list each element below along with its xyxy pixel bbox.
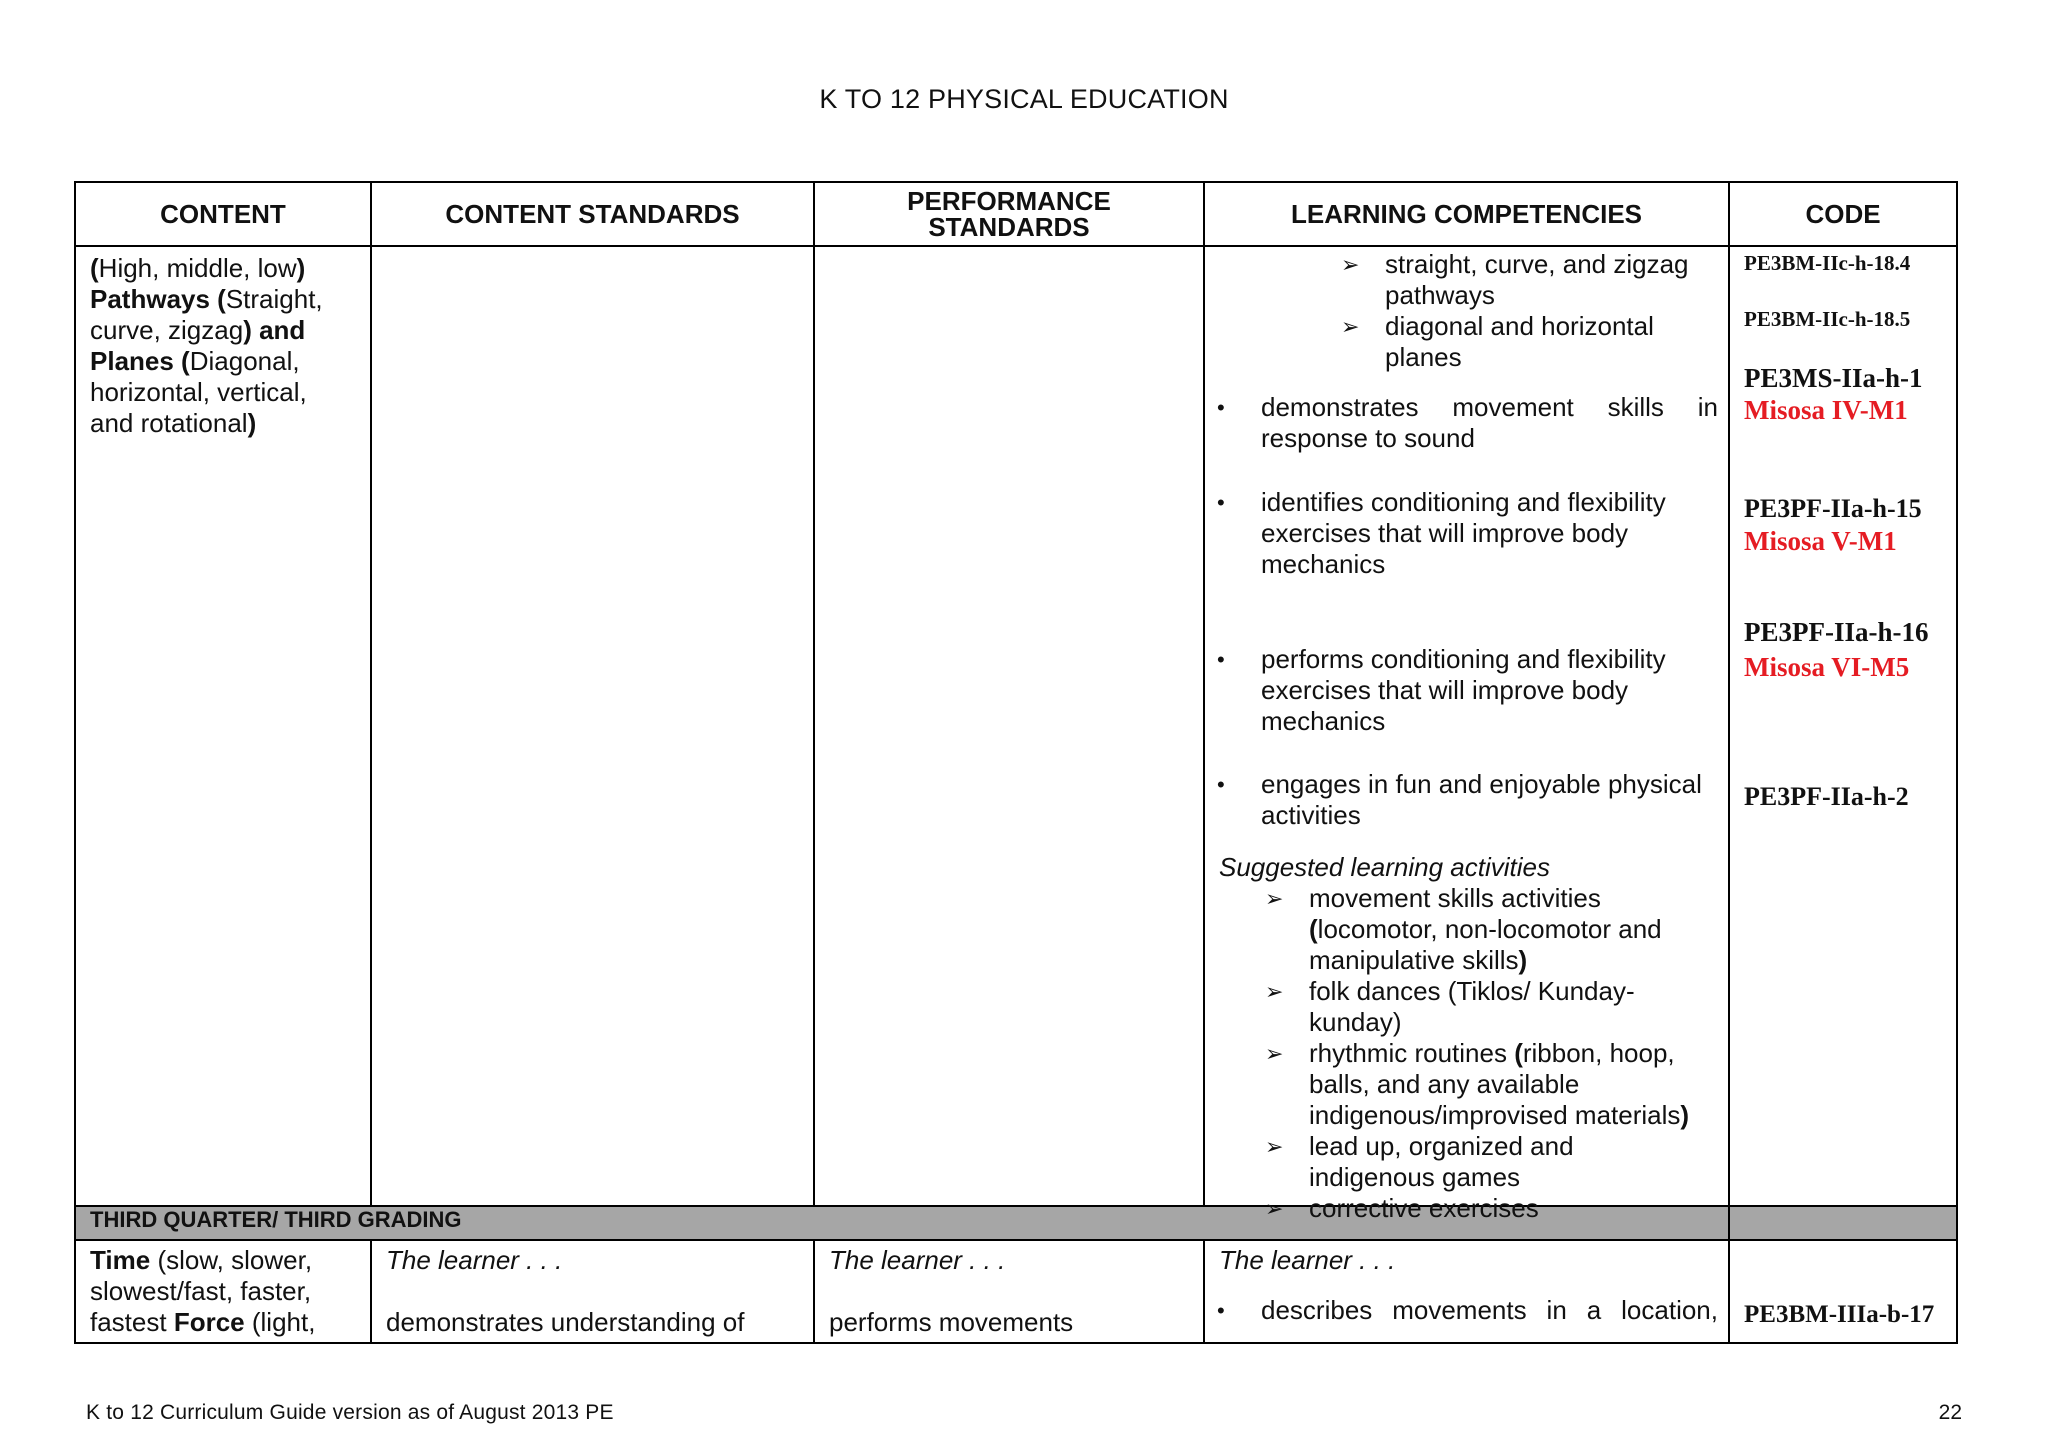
- header-row: [75, 182, 1957, 246]
- standard-text: demonstrates understanding of: [386, 1307, 745, 1337]
- list-item-text: indigenous/improvised materials: [1309, 1100, 1681, 1130]
- content-standards-cell: [371, 1240, 814, 1343]
- content-text-fragment: (light,: [244, 1307, 316, 1337]
- list-item-text: corrective exercises: [1309, 1193, 1539, 1223]
- content-text: [76, 247, 370, 445]
- competency-code: PE3BM-IIc-h-18.5: [1744, 307, 1911, 331]
- content-text-fragment: (: [90, 253, 99, 283]
- list-item: [1265, 1193, 1705, 1223]
- list-item-text: straight, curve, and zigzag: [1385, 249, 1689, 279]
- table-row: [75, 1240, 1957, 1343]
- table-row: [75, 246, 1957, 1206]
- list-item-text: locomotor, non-locomotor and: [1317, 914, 1662, 944]
- module-reference: Misosa VI-M5: [1744, 652, 1910, 682]
- content-text-fragment: ) and: [243, 315, 306, 345]
- content-text-fragment: Planes (: [90, 346, 190, 376]
- content-text-line: horizontal, vertical,: [90, 377, 307, 407]
- competency-code: PE3PF-IIa-h-2: [1744, 782, 1909, 811]
- list-item-text: activities: [1261, 800, 1361, 830]
- learner-prefix: The learner . . .: [386, 1245, 563, 1275]
- list-item-text: (: [1514, 1038, 1523, 1068]
- list-item-text: engages in fun and enjoyable physical: [1261, 769, 1702, 799]
- content-text-fragment: Straight,: [225, 284, 323, 314]
- content-text-fragment: and rotational: [90, 408, 248, 438]
- content-standards-cell: [371, 246, 814, 1206]
- content-text-fragment: fastest: [90, 1307, 174, 1337]
- content-cell: [75, 246, 371, 1206]
- arrow-bullet-icon: ➢: [1265, 1196, 1284, 1221]
- list-item-text: lead up, organized and: [1309, 1131, 1574, 1161]
- content-text-fragment: High, middle, low: [98, 253, 297, 283]
- list-item-text: indigenous games: [1309, 1162, 1521, 1192]
- learner-prefix: The learner . . .: [829, 1245, 1006, 1275]
- content-text-fragment: ): [296, 253, 306, 283]
- list-item-text: balls, and any available: [1309, 1069, 1580, 1099]
- content-text-fragment: Time: [90, 1245, 151, 1275]
- list-item-text: ): [1680, 1100, 1690, 1130]
- list-item-text: ribbon, hoop,: [1522, 1038, 1675, 1068]
- content-cell: [75, 1240, 371, 1343]
- list-item-text: performs conditioning and flexibility: [1261, 644, 1666, 674]
- list-item-text: folk dances (Tiklos/ Kunday-: [1309, 976, 1635, 1006]
- list-item-text: exercises that will improve body: [1261, 518, 1629, 548]
- module-reference: Misosa V-M1: [1744, 526, 1897, 556]
- content-text-fragment: ): [247, 408, 257, 438]
- list-item-text: ): [1518, 945, 1528, 975]
- content-text-fragment: (slow, slower,: [150, 1245, 313, 1275]
- header-content: CONTENT: [75, 182, 371, 246]
- bullet-icon: •: [1217, 1298, 1225, 1323]
- suggested-activities-heading: Suggested learning activities: [1219, 852, 1550, 882]
- module-reference: Misosa IV-M1: [1744, 395, 1908, 425]
- standard-text: performs movements: [829, 1307, 1074, 1337]
- arrow-bullet-icon: ➢: [1265, 1134, 1284, 1159]
- performance-standards-cell: [814, 1240, 1204, 1343]
- header-performance-line2: STANDARDS: [928, 212, 1090, 242]
- arrow-bullet-icon: ➢: [1341, 252, 1360, 277]
- bullet-icon: •: [1217, 772, 1225, 797]
- header-learning-competencies: LEARNING COMPETENCIES: [1204, 182, 1729, 246]
- quarter-row: [75, 1206, 1957, 1240]
- arrow-bullet-icon: ➢: [1265, 886, 1284, 911]
- content-text-fragment: Force: [173, 1307, 245, 1337]
- bullet-icon: •: [1217, 490, 1225, 515]
- list-item-text: identifies conditioning and flexibility: [1261, 487, 1666, 517]
- list-item-text: movement skills activities: [1309, 883, 1601, 913]
- curriculum-table: [74, 181, 1958, 1344]
- list-item-text: kunday): [1309, 1007, 1402, 1037]
- competency-code: PE3PF-IIa-h-15: [1744, 494, 1922, 523]
- content-text-fragment: Pathways (: [90, 284, 226, 314]
- header-performance-line1: PERFORMANCE: [907, 186, 1111, 216]
- list-item-text: mechanics: [1261, 706, 1386, 736]
- page-number: 22: [1938, 1401, 1962, 1424]
- list-item-text: rhythmic routines: [1309, 1038, 1515, 1068]
- list-item-text: demonstrates movement skills in: [1261, 392, 1718, 422]
- arrow-bullet-icon: ➢: [1341, 314, 1360, 339]
- competency-code: PE3BM-IIc-h-18.4: [1744, 251, 1911, 275]
- list-item-text: planes: [1385, 342, 1462, 372]
- footer-text: K to 12 Curriculum Guide version as of August 2013 PE: [86, 1401, 614, 1424]
- list-item-text: mechanics: [1261, 549, 1386, 579]
- performance-standards-cell: [814, 246, 1204, 1206]
- header-content-standards: CONTENT STANDARDS: [371, 182, 814, 246]
- learning-competencies-cell: [1204, 246, 1729, 1223]
- document-title: K TO 12 PHYSICAL EDUCATION: [819, 84, 1229, 114]
- competency-code: PE3PF-IIa-h-16: [1744, 617, 1929, 647]
- learner-prefix: The learner . . .: [1219, 1245, 1396, 1275]
- competency-code: PE3MS-IIa-h-1: [1744, 363, 1923, 393]
- list-item-text: response to sound: [1261, 423, 1475, 453]
- content-text-fragment: curve, zigzag: [90, 315, 244, 345]
- bullet-icon: •: [1217, 647, 1225, 672]
- list-item-text: manipulative skills: [1309, 945, 1519, 975]
- list-item-text: exercises that will improve body: [1261, 675, 1629, 705]
- quarter-label: THIRD QUARTER/ THIRD GRADING: [90, 1207, 462, 1232]
- header-performance-standards: [814, 182, 1204, 246]
- quarter-code-cell: [1729, 1206, 1957, 1240]
- arrow-bullet-icon: ➢: [1265, 1041, 1284, 1066]
- list-item-text: (: [1309, 914, 1318, 944]
- content-text-line: slowest/fast, faster,: [90, 1276, 312, 1306]
- content-text-fragment: Diagonal,: [189, 346, 300, 376]
- arrow-bullet-icon: ➢: [1265, 979, 1284, 1004]
- list-item-text: pathways: [1385, 280, 1495, 310]
- code-cell: [1729, 1240, 1957, 1343]
- code-cell: [1729, 246, 1957, 1206]
- learning-competencies-cell: [1204, 1240, 1729, 1343]
- list-item-text: diagonal and horizontal: [1385, 311, 1654, 341]
- bullet-icon: •: [1217, 395, 1225, 420]
- list-item-text: describes movements in a location,: [1261, 1295, 1718, 1325]
- competency-code: PE3BM-IIIa-b-17: [1744, 1301, 1935, 1328]
- header-code: CODE: [1729, 182, 1957, 246]
